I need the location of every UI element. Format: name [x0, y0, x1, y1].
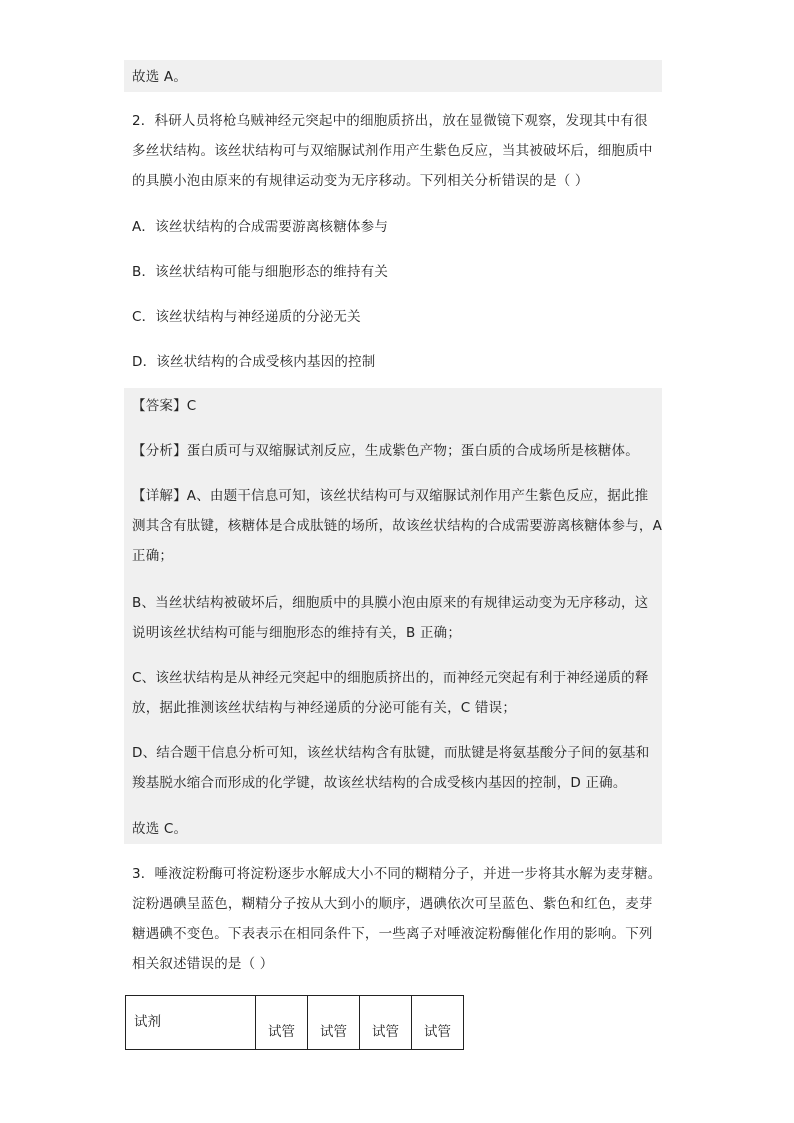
q2-analysis: 【分析】蛋白质可与双缩脲试剂反应，生成紫色产物；蛋白质的合成场所是核糖体。: [132, 443, 639, 459]
q2-detail-b-line: B、当丝状结构被破坏后，细胞质中的具膜小泡由原来的有规律运动变为无序移动，这: [132, 595, 649, 611]
prev-conclusion: 故选 A。: [132, 69, 188, 85]
q2-stem-line: 的具膜小泡由原来的有规律运动变为无序移动。下列相关分析错误的是（ ）: [132, 173, 589, 189]
q2-detail-c-line: 放，据此推测该丝状结构与神经递质的分泌可能有关，C 错误；: [132, 700, 517, 716]
table-header-tube: 试管: [308, 996, 360, 1050]
q3-stem-line: 糖遇碘不变色。下表表示在相同条件下，一些离子对唾液淀粉酶催化作用的影响。下列: [132, 926, 653, 942]
q2-detail-d-line: D、结合题干信息分析可知，该丝状结构含有肽键，而肽键是将氨基酸分子间的氨基和: [132, 745, 650, 761]
q2-option-b: B．该丝状结构可能与细胞形态的维持有关: [132, 264, 389, 280]
q2-stem-line: 多丝状结构。该丝状结构可与双缩脲试剂作用产生紫色反应，当其被破坏后，细胞质中: [132, 143, 653, 159]
q2-detail-d-line: 羧基脱水缩合而形成的化学键，故该丝状结构的合成受核内基因的控制，D 正确。: [132, 775, 627, 791]
q2-conclusion: 故选 C。: [132, 821, 188, 837]
prev-answer-shade: [124, 60, 662, 92]
q3-stem-line: 淀粉遇碘呈蓝色，糊精分子按从大到小的顺序，遇碘依次可呈蓝色、紫色和红色，麦芽: [132, 896, 653, 912]
q2-detail-line: 正确；: [132, 548, 174, 564]
table-header-tube: 试管: [412, 996, 464, 1050]
q2-stem-line: 2．科研人员将枪乌贼神经元突起中的细胞质挤出，放在显微镜下观察，发现其中有很: [132, 113, 648, 129]
q3-stem-line: 3．唾液淀粉酶可将淀粉逐步水解成大小不同的糊精分子，并进一步将其水解为麦芽糖。: [132, 866, 662, 882]
q2-option-c: C．该丝状结构与神经递质的分泌无关: [132, 309, 361, 325]
q2-option-a: A．该丝状结构的合成需要游离核糖体参与: [132, 219, 389, 235]
reagent-table: [125, 995, 464, 1050]
q2-detail-line: 测其含有肽键，核糖体是合成肽链的场所，故该丝状结构的合成需要游离核糖体参与，A: [132, 518, 663, 534]
table-header-reagent: 试剂: [126, 996, 256, 1050]
q2-option-d: D．该丝状结构的合成受核内基因的控制: [132, 354, 376, 370]
table-header-tube: 试管: [360, 996, 412, 1050]
q2-detail-line: 【详解】A、由题干信息可知，该丝状结构可与双缩脲试剂作用产生紫色反应，据此推: [132, 488, 649, 504]
table-row: [126, 996, 464, 1050]
table-header-tube: 试管: [256, 996, 308, 1050]
q3-stem-line: 相关叙述错误的是（ ）: [132, 956, 274, 972]
q2-detail-c-line: C、该丝状结构是从神经元突起中的细胞质挤出的，而神经元突起有利于神经递质的释: [132, 670, 649, 686]
q2-answer: 【答案】C: [132, 398, 197, 414]
q2-detail-b-line: 说明该丝状结构可能与细胞形态的维持有关，B 正确；: [132, 625, 462, 641]
